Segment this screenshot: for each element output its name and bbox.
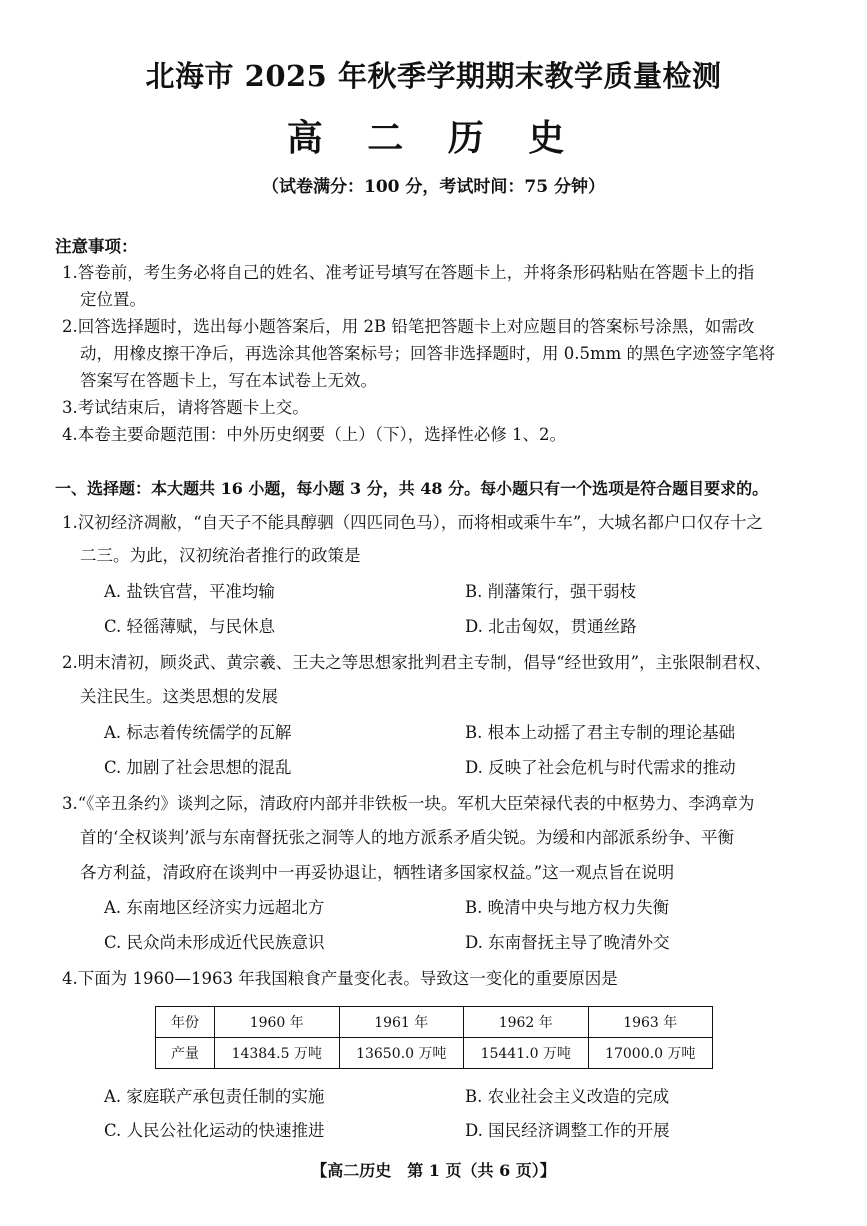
table-row xyxy=(156,1038,713,1069)
question-1-text: 二三。为此，汉初统治者推行的政策是 xyxy=(80,546,361,565)
question-3-option-a: A. 东南地区经济实力远超北方 xyxy=(104,898,325,917)
question-4-option-a: A. 家庭联产承包责任制的实施 xyxy=(104,1087,325,1106)
question-2-option-c: C. 加剧了社会思想的混乱 xyxy=(104,758,292,777)
question-1-option-b: B. 削藩策行，强干弱枝 xyxy=(465,582,637,601)
question-4-text: 4.下面为 1960—1963 年我国粮食产量变化表。导致这一变化的重要原因是 xyxy=(62,969,618,988)
question-3-text: 各方利益，清政府在谈判中一再妥协退让，牺牲诸多国家权益。”这一观点旨在说明 xyxy=(80,863,675,882)
note-line: 1.答卷前，考生务必将自己的姓名、准考证号填写在答题卡上，并将条形码粘贴在答题卡上的指 xyxy=(62,263,755,282)
page-footer: 【高二历史 第 1 页（共 6 页）】 xyxy=(311,1161,556,1180)
table-cell-year: 1960 年 xyxy=(215,1007,340,1038)
question-3-text: 首的‘全权谈判’派与东南督抚张之洞等人的地方派系矛盾尖锐。为缓和内部派系纷争、平衡 xyxy=(80,828,734,847)
question-2-text: 关注民生。这类思想的发展 xyxy=(80,687,278,706)
section-heading: 一、选择题：本大题共 16 小题，每小题 3 分，共 48 分。每小题只有一个选项是符合题目要求的。 xyxy=(55,479,769,498)
note-line: 动，用橡皮擦干净后，再选涂其他答案标号；回答非选择题时，用 0.5mm 的黑色字迹签字笔将 xyxy=(80,344,776,363)
question-1-option-d: D. 北击匈奴，贯通丝路 xyxy=(465,617,637,636)
question-2-option-a: A. 标志着传统儒学的瓦解 xyxy=(104,723,292,742)
question-3-option-b: B. 晚清中央与地方权力失衡 xyxy=(465,898,670,917)
note-line: 定位置。 xyxy=(80,290,146,309)
note-line: 2.回答选择题时，选出每小题答案后，用 2B 铅笔把答题卡上对应题目的答案标号涂黑，如需改 xyxy=(62,317,755,336)
table-cell-year: 1962 年 xyxy=(464,1007,589,1038)
table-cell-year: 1963 年 xyxy=(588,1007,713,1038)
exam-title: 北海市 2025 年秋季学期期末教学质量检测 xyxy=(145,59,722,93)
table-row-header: 年份 xyxy=(156,1007,215,1038)
table-cell-year: 1961 年 xyxy=(339,1007,464,1038)
question-3-option-d: D. 东南督抚主导了晚清外交 xyxy=(465,933,670,952)
note-line: 3.考试结束后，请将答题卡上交。 xyxy=(62,398,309,417)
question-1-option-a: A. 盐铁官营，平准均输 xyxy=(104,582,275,601)
grain-output-table xyxy=(155,1006,713,1069)
table-cell-output: 14384.5 万吨 xyxy=(215,1038,340,1069)
table-row xyxy=(156,1007,713,1038)
question-4-option-c: C. 人民公社化运动的快速推进 xyxy=(104,1121,325,1140)
note-line: 4.本卷主要命题范围：中外历史纲要（上）（下），选择性必修 1、2。 xyxy=(62,425,566,444)
exam-info: （试卷满分：100 分，考试时间：75 分钟） xyxy=(262,177,605,197)
question-1-text: 1.汉初经济凋敝，“自天子不能具醇驷（四匹同色马），而将相或乘牛车”，大城名都户口仅存十之 xyxy=(62,513,763,532)
question-1-option-c: C. 轻徭薄赋，与民休息 xyxy=(104,617,276,636)
table-cell-output: 13650.0 万吨 xyxy=(339,1038,464,1069)
question-4-option-b: B. 农业社会主义改造的完成 xyxy=(465,1087,670,1106)
question-3-option-c: C. 民众尚未形成近代民族意识 xyxy=(104,933,325,952)
question-4-option-d: D. 国民经济调整工作的开展 xyxy=(465,1121,670,1140)
table-cell-output: 17000.0 万吨 xyxy=(588,1038,713,1069)
subject-title: 高 二 历 史 xyxy=(286,117,581,159)
note-line: 答案写在答题卡上，写在本试卷上无效。 xyxy=(80,371,377,390)
question-2-option-b: B. 根本上动摇了君主专制的理论基础 xyxy=(465,723,736,742)
question-2-text: 2.明末清初，顾炎武、黄宗羲、王夫之等思想家批判君主专制，倡导“经世致用”，主张限制君权、 xyxy=(62,653,772,672)
table-cell-output: 15441.0 万吨 xyxy=(464,1038,589,1069)
table-row-header: 产量 xyxy=(156,1038,215,1069)
question-3-text: 3.“《辛丑条约》谈判之际，清政府内部并非铁板一块。军机大臣荣禄代表的中枢势力、李鸿章为 xyxy=(62,794,755,813)
notes-heading: 注意事项： xyxy=(55,237,138,256)
question-2-option-d: D. 反映了社会危机与时代需求的推动 xyxy=(465,758,736,777)
